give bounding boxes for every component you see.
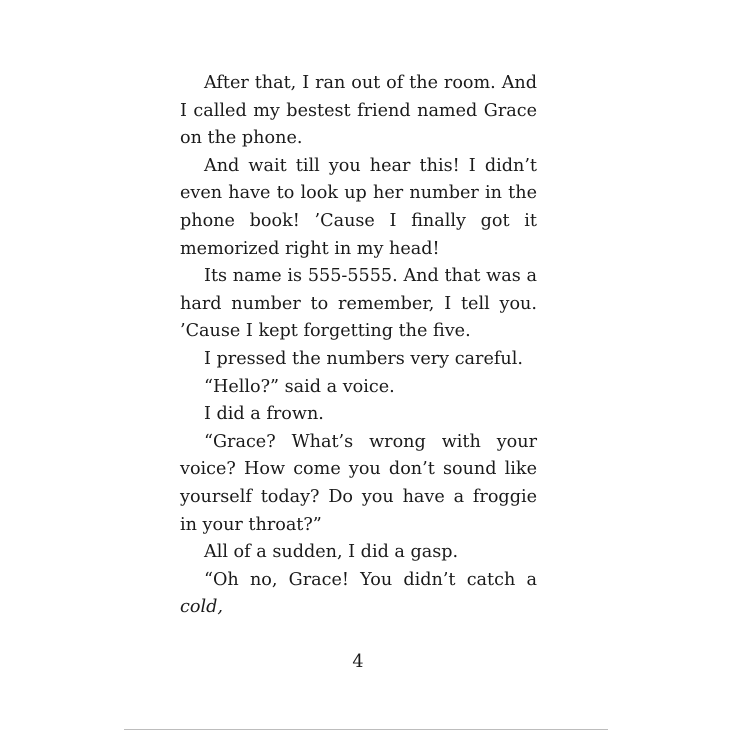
page-number: 4 [352,652,364,672]
paragraph: “Hello?” said a voice. [204,376,395,397]
paragraph: Its name is 555-5555. And that was a hard number to remember, I tell you. ’Cause I kept forgetting the five. [180,266,537,342]
paragraph-continued [180,567,537,622]
paragraph: And wait till you hear this! I didn’t even have to look up her number in the phone book! ’Cause I finally got it memorized right in my head! [180,155,537,259]
paragraph: “Grace? What’s wrong with your voice? How come you don’t sound like yourself today? Do you have a froggie in your throat?” [180,431,537,535]
book-page-text [180,70,537,622]
paragraph-text: “Oh no, Grace! You didn’t catch a [204,569,537,590]
paragraph: After that, I ran out of the room. And I called my bestest friend named Grace on the phone. [180,73,537,149]
paragraph: All of a sudden, I did a gasp. [204,542,459,563]
bottom-divider [124,729,608,730]
italic-word: cold, [180,597,223,618]
paragraph: I did a frown. [204,404,324,425]
paragraph: I pressed the numbers very careful. [204,348,523,369]
